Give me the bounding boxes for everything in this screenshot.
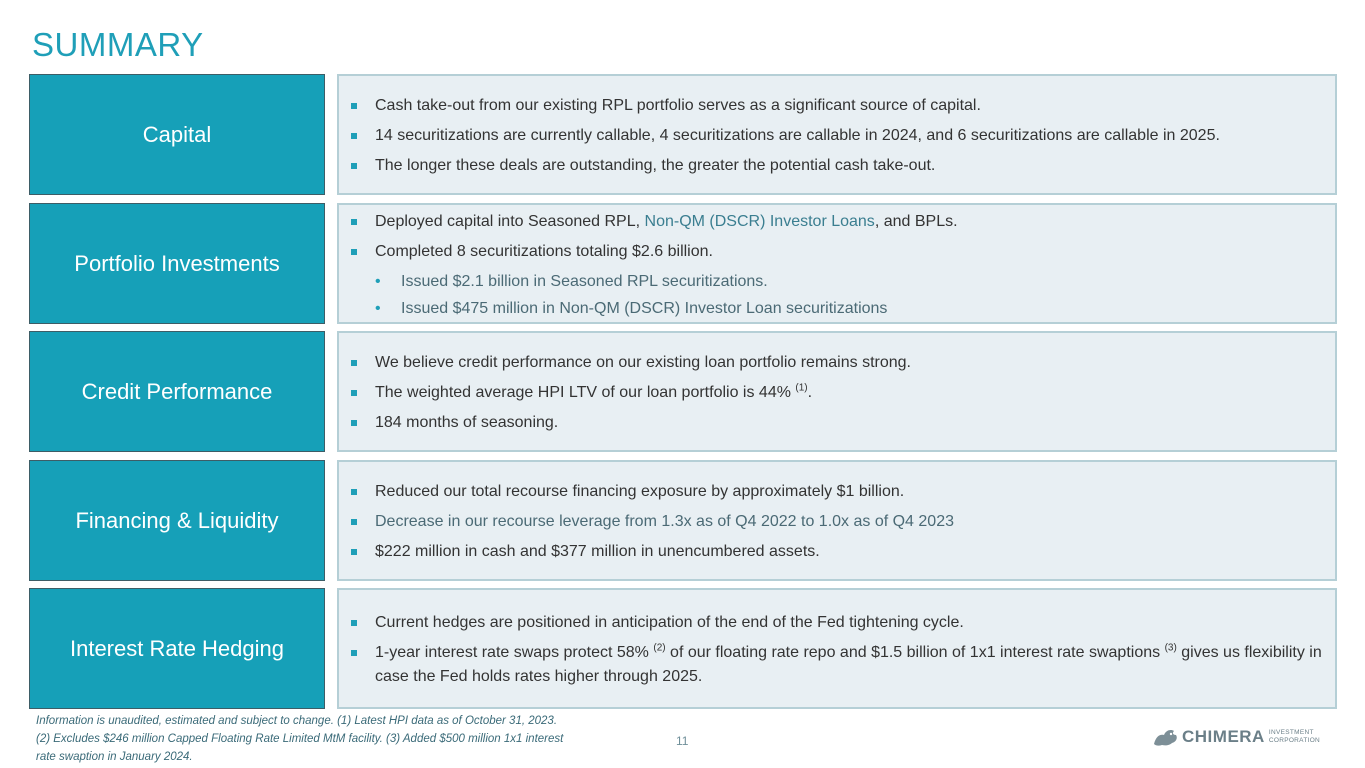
chimera-logo-icon bbox=[1152, 726, 1180, 748]
bullet-item: $222 million in cash and $377 million in unencumbered assets. bbox=[349, 540, 1323, 564]
highlight-text: Non-QM (DSCR) Investor Loans bbox=[644, 213, 875, 230]
page-title: SUMMARY bbox=[32, 26, 204, 63]
section-label: Financing & Liquidity bbox=[29, 460, 325, 581]
bullet-item: Deployed capital into Seasoned RPL, Non-QM (DSCR) Investor Loans, and BPLs. bbox=[349, 210, 1323, 234]
bullet-item: 184 months of seasoning. bbox=[349, 411, 1323, 435]
bullet-item: Reduced our total recourse financing exposure by approximately $1 billion. bbox=[349, 480, 1323, 504]
section-content bbox=[337, 460, 1337, 581]
section-credit-performance bbox=[29, 331, 1337, 452]
logo-name: CHIMERA bbox=[1182, 727, 1265, 746]
company-logo bbox=[1152, 726, 1320, 748]
footnote-ref: (3) bbox=[1164, 642, 1177, 654]
section-interest-rate-hedging bbox=[29, 588, 1337, 709]
bullet-item: Current hedges are positioned in anticipation of the end of the Fed tightening cycle. bbox=[349, 611, 1323, 635]
logo-subtitle: INVESTMENT CORPORATION bbox=[1268, 729, 1321, 744]
sub-list bbox=[349, 267, 1323, 324]
bullet-item: We believe credit performance on our existing loan portfolio remains strong. bbox=[349, 351, 1323, 375]
bullet-item: The longer these deals are outstanding, the greater the potential cash take-out. bbox=[349, 154, 1323, 178]
section-label: Capital bbox=[29, 74, 325, 195]
footnote-ref: (1) bbox=[795, 382, 808, 394]
footnote: Information is unaudited, estimated and subject to change. (1) Latest HPI data as of October 31, 2023. (2) Excludes $246 million Capped Floating Rate Limited MtM facility. (3) Added $500 million 1x1 interest rate swaption in January 2024. bbox=[36, 715, 564, 763]
section-portfolio-investments bbox=[29, 203, 1337, 324]
sub-bullet-item: • Issued $2.1 billion in Seasoned RPL securitizations. bbox=[375, 270, 1323, 294]
bullet-item: 14 securitizations are currently callable, 4 securitizations are callable in 2024, and 6 securitizations are callable in 2025. bbox=[349, 124, 1323, 148]
section-content bbox=[337, 588, 1337, 709]
section-financing-liquidity bbox=[29, 460, 1337, 581]
section-label: Portfolio Investments bbox=[29, 203, 325, 324]
sub-bullet-item: • Issued $475 million in Non-QM (DSCR) Investor Loan securitizations bbox=[375, 297, 1323, 321]
footnote-ref: (2) bbox=[653, 642, 666, 654]
bullet-item: The weighted average HPI LTV of our loan portfolio is 44% $^{(1)}$. bbox=[349, 381, 1323, 405]
section-content bbox=[337, 331, 1337, 452]
bullet-item: Cash take-out from our existing RPL portfolio serves as a significant source of capital. bbox=[349, 94, 1323, 118]
section-label: Interest Rate Hedging bbox=[29, 588, 325, 709]
page-number: 11 bbox=[676, 734, 689, 748]
section-content bbox=[337, 74, 1337, 195]
bullet-item: Decrease in our recourse leverage from 1.3x as of Q4 2022 to 1.0x as of Q4 2023 bbox=[349, 510, 1323, 534]
section-content bbox=[337, 203, 1337, 324]
section-capital bbox=[29, 74, 1337, 195]
bullet-item: 1-year interest rate swaps protect 58% $^{(2)}$ of our floating rate repo and $1.5 billion of 1x1 interest rate swaptions $^{(3)}$ gives us flexibility in case the Fed holds rates higher through 2025. bbox=[349, 641, 1323, 689]
bullet-item: Completed 8 securitizations totaling $2.6 billion. bbox=[349, 240, 1323, 264]
section-label: Credit Performance bbox=[29, 331, 325, 452]
